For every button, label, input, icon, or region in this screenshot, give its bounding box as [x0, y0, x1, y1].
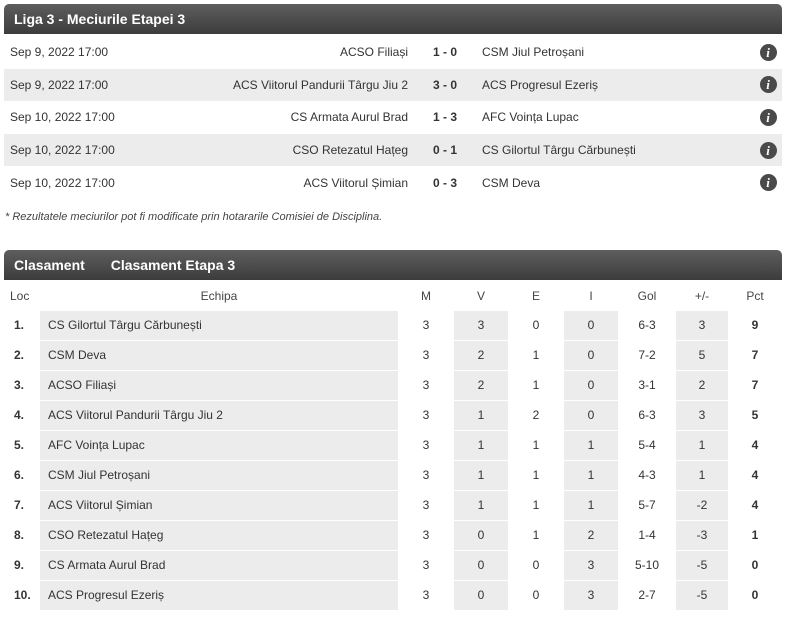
standings-team-name[interactable]: ACS Viitorul Pandurii Târgu Jiu 2 — [40, 400, 398, 430]
standings-goal-diff: -3 — [676, 520, 728, 550]
standings-goals: 5-10 — [618, 550, 676, 580]
standings-team-name[interactable]: CSM Deva — [40, 340, 398, 370]
standings-wins: 1 — [454, 400, 508, 430]
standings-played: 3 — [398, 520, 454, 550]
standings-played: 3 — [398, 490, 454, 520]
standings-goals: 5-4 — [618, 430, 676, 460]
standings-goal-diff: 3 — [676, 400, 728, 430]
standings-played: 3 — [398, 580, 454, 610]
match-info-cell — [754, 134, 782, 167]
match-date: Sep 9, 2022 17:00 — [4, 69, 144, 102]
tab-clasament-etapa[interactable]: Clasament Etapa 3 — [110, 257, 236, 273]
standings-position: 8. — [4, 520, 40, 550]
standings-points: 1 — [728, 520, 782, 550]
standings-position: 5. — [4, 430, 40, 460]
standings-goals: 3-1 — [618, 370, 676, 400]
match-date: Sep 10, 2022 17:00 — [4, 101, 144, 134]
standings-position: 6. — [4, 460, 40, 490]
standings-panel-header — [4, 250, 782, 280]
match-score: 1 - 3 — [418, 101, 472, 134]
match-score: 0 - 1 — [418, 134, 472, 167]
standings-played: 3 — [398, 370, 454, 400]
standings-table — [4, 282, 782, 610]
standings-row — [4, 340, 782, 370]
match-home-team: CS Armata Aurul Brad — [144, 101, 418, 134]
match-info-cell — [754, 36, 782, 69]
standings-position: 1. — [4, 310, 40, 340]
header-diff: +/- — [694, 288, 710, 303]
match-date: Sep 10, 2022 17:00 — [4, 134, 144, 167]
match-info-cell — [754, 69, 782, 102]
header-m: M — [421, 288, 431, 303]
standings-team-name[interactable]: CSM Jiul Petroșani — [40, 460, 398, 490]
standings-team-name[interactable]: ACSO Filiași — [40, 370, 398, 400]
standings-played: 3 — [398, 430, 454, 460]
info-icon[interactable]: i — [760, 109, 777, 126]
standings-points: 7 — [728, 340, 782, 370]
standings-position: 2. — [4, 340, 40, 370]
standings-wins: 2 — [454, 370, 508, 400]
standings-losses: 2 — [564, 520, 618, 550]
standings-team-name[interactable]: ACS Progresul Ezeriș — [40, 580, 398, 610]
match-home-team: ACS Viitorul Pandurii Târgu Jiu 2 — [144, 69, 418, 102]
standings-played: 3 — [398, 310, 454, 340]
standings-points: 4 — [728, 460, 782, 490]
standings-position: 7. — [4, 490, 40, 520]
standings-position: 3. — [4, 370, 40, 400]
standings-draws: 1 — [508, 520, 564, 550]
standings-wins: 1 — [454, 460, 508, 490]
standings-wins: 0 — [454, 580, 508, 610]
header-v: V — [476, 288, 485, 303]
standings-draws: 1 — [508, 430, 564, 460]
standings-position: 10. — [4, 580, 40, 610]
match-date: Sep 9, 2022 17:00 — [4, 36, 144, 69]
info-icon[interactable]: i — [760, 76, 777, 93]
info-icon[interactable]: i — [760, 142, 777, 159]
match-home-team: ACSO Filiași — [144, 36, 418, 69]
standings-losses: 3 — [564, 550, 618, 580]
standings-losses: 1 — [564, 430, 618, 460]
standings-header-row — [4, 282, 782, 310]
match-row — [4, 134, 782, 167]
standings-points: 5 — [728, 400, 782, 430]
standings-goals: 2-7 — [618, 580, 676, 610]
standings-position: 9. — [4, 550, 40, 580]
standings-goals: 6-3 — [618, 310, 676, 340]
standings-row — [4, 370, 782, 400]
standings-points: 7 — [728, 370, 782, 400]
standings-points: 4 — [728, 430, 782, 460]
tab-clasament[interactable]: Clasament — [14, 257, 85, 273]
match-home-team: ACS Viitorul Șimian — [144, 166, 418, 199]
match-row — [4, 36, 782, 69]
info-icon[interactable]: i — [760, 174, 777, 191]
standings-losses: 1 — [564, 490, 618, 520]
match-date: Sep 10, 2022 17:00 — [4, 166, 144, 199]
match-info-cell — [754, 166, 782, 199]
standings-wins: 0 — [454, 520, 508, 550]
standings-goal-diff: -2 — [676, 490, 728, 520]
match-away-team: CSM Jiul Petroșani — [472, 36, 754, 69]
match-score: 0 - 3 — [418, 166, 472, 199]
standings-points: 9 — [728, 310, 782, 340]
standings-row — [4, 490, 782, 520]
match-away-team: CSM Deva — [472, 166, 754, 199]
standings-wins: 2 — [454, 340, 508, 370]
standings-goal-diff: 1 — [676, 430, 728, 460]
standings-losses: 0 — [564, 310, 618, 340]
match-away-team: AFC Voința Lupac — [472, 101, 754, 134]
standings-wins: 3 — [454, 310, 508, 340]
header-e: E — [531, 288, 540, 303]
standings-played: 3 — [398, 460, 454, 490]
standings-goal-diff: 1 — [676, 460, 728, 490]
match-row — [4, 69, 782, 102]
header-pct: Pct — [746, 288, 764, 303]
header-i: I — [589, 288, 593, 303]
standings-goal-diff: -5 — [676, 550, 728, 580]
standings-row — [4, 430, 782, 460]
match-score: 1 - 0 — [418, 36, 472, 69]
standings-losses: 3 — [564, 580, 618, 610]
match-score: 3 - 0 — [418, 69, 472, 102]
standings-team-name[interactable]: CS Gilortul Târgu Cărbunești — [40, 310, 398, 340]
match-home-team: CSO Retezatul Hațeg — [144, 134, 418, 167]
standings-goal-diff: 3 — [676, 310, 728, 340]
match-row — [4, 101, 782, 134]
standings-position: 4. — [4, 400, 40, 430]
standings-row — [4, 520, 782, 550]
match-away-team: ACS Progresul Ezeriș — [472, 69, 754, 102]
header-team: Echipa — [200, 288, 238, 303]
match-info-cell — [754, 101, 782, 134]
standings-team-name[interactable]: CSO Retezatul Hațeg — [40, 520, 398, 550]
header-loc: Loc — [10, 288, 30, 303]
standings-played: 3 — [398, 340, 454, 370]
standings-draws: 0 — [508, 550, 564, 580]
match-away-team: CS Gilortul Târgu Cărbunești — [472, 134, 754, 167]
header-gol: Gol — [637, 288, 657, 303]
standings-team-name[interactable]: CS Armata Aurul Brad — [40, 550, 398, 580]
standings-losses: 1 — [564, 460, 618, 490]
standings-goals: 4-3 — [618, 460, 676, 490]
standings-draws: 1 — [508, 460, 564, 490]
info-icon[interactable]: i — [760, 44, 777, 61]
standings-losses: 0 — [564, 370, 618, 400]
standings-goals: 1-4 — [618, 520, 676, 550]
standings-goal-diff: 2 — [676, 370, 728, 400]
standings-draws: 0 — [508, 580, 564, 610]
standings-losses: 0 — [564, 340, 618, 370]
standings-points: 0 — [728, 580, 782, 610]
matches-panel-title: Liga 3 - Meciurile Etapei 3 — [4, 4, 782, 34]
standings-wins: 0 — [454, 550, 508, 580]
standings-draws: 1 — [508, 340, 564, 370]
standings-goals: 6-3 — [618, 400, 676, 430]
standings-row — [4, 550, 782, 580]
standings-row — [4, 400, 782, 430]
standings-draws: 1 — [508, 370, 564, 400]
standings-goals: 5-7 — [618, 490, 676, 520]
standings-wins: 1 — [454, 430, 508, 460]
standings-draws: 2 — [508, 400, 564, 430]
standings-points: 4 — [728, 490, 782, 520]
standings-draws: 1 — [508, 490, 564, 520]
standings-played: 3 — [398, 550, 454, 580]
disclaimer-note: * Rezultatele meciurilor pot fi modificate prin hotararile Comisiei de Disciplina. — [5, 211, 383, 223]
standings-goal-diff: -5 — [676, 580, 728, 610]
standings-losses: 0 — [564, 400, 618, 430]
standings-team-name[interactable]: ACS Viitorul Șimian — [40, 490, 398, 520]
standings-goal-diff: 5 — [676, 340, 728, 370]
standings-points: 0 — [728, 550, 782, 580]
matches-table — [4, 36, 782, 199]
standings-played: 3 — [398, 400, 454, 430]
standings-wins: 1 — [454, 490, 508, 520]
match-row — [4, 166, 782, 199]
standings-row — [4, 310, 782, 340]
standings-draws: 0 — [508, 310, 564, 340]
standings-team-name[interactable]: AFC Voința Lupac — [40, 430, 398, 460]
standings-row — [4, 580, 782, 610]
standings-goals: 7-2 — [618, 340, 676, 370]
standings-row — [4, 460, 782, 490]
